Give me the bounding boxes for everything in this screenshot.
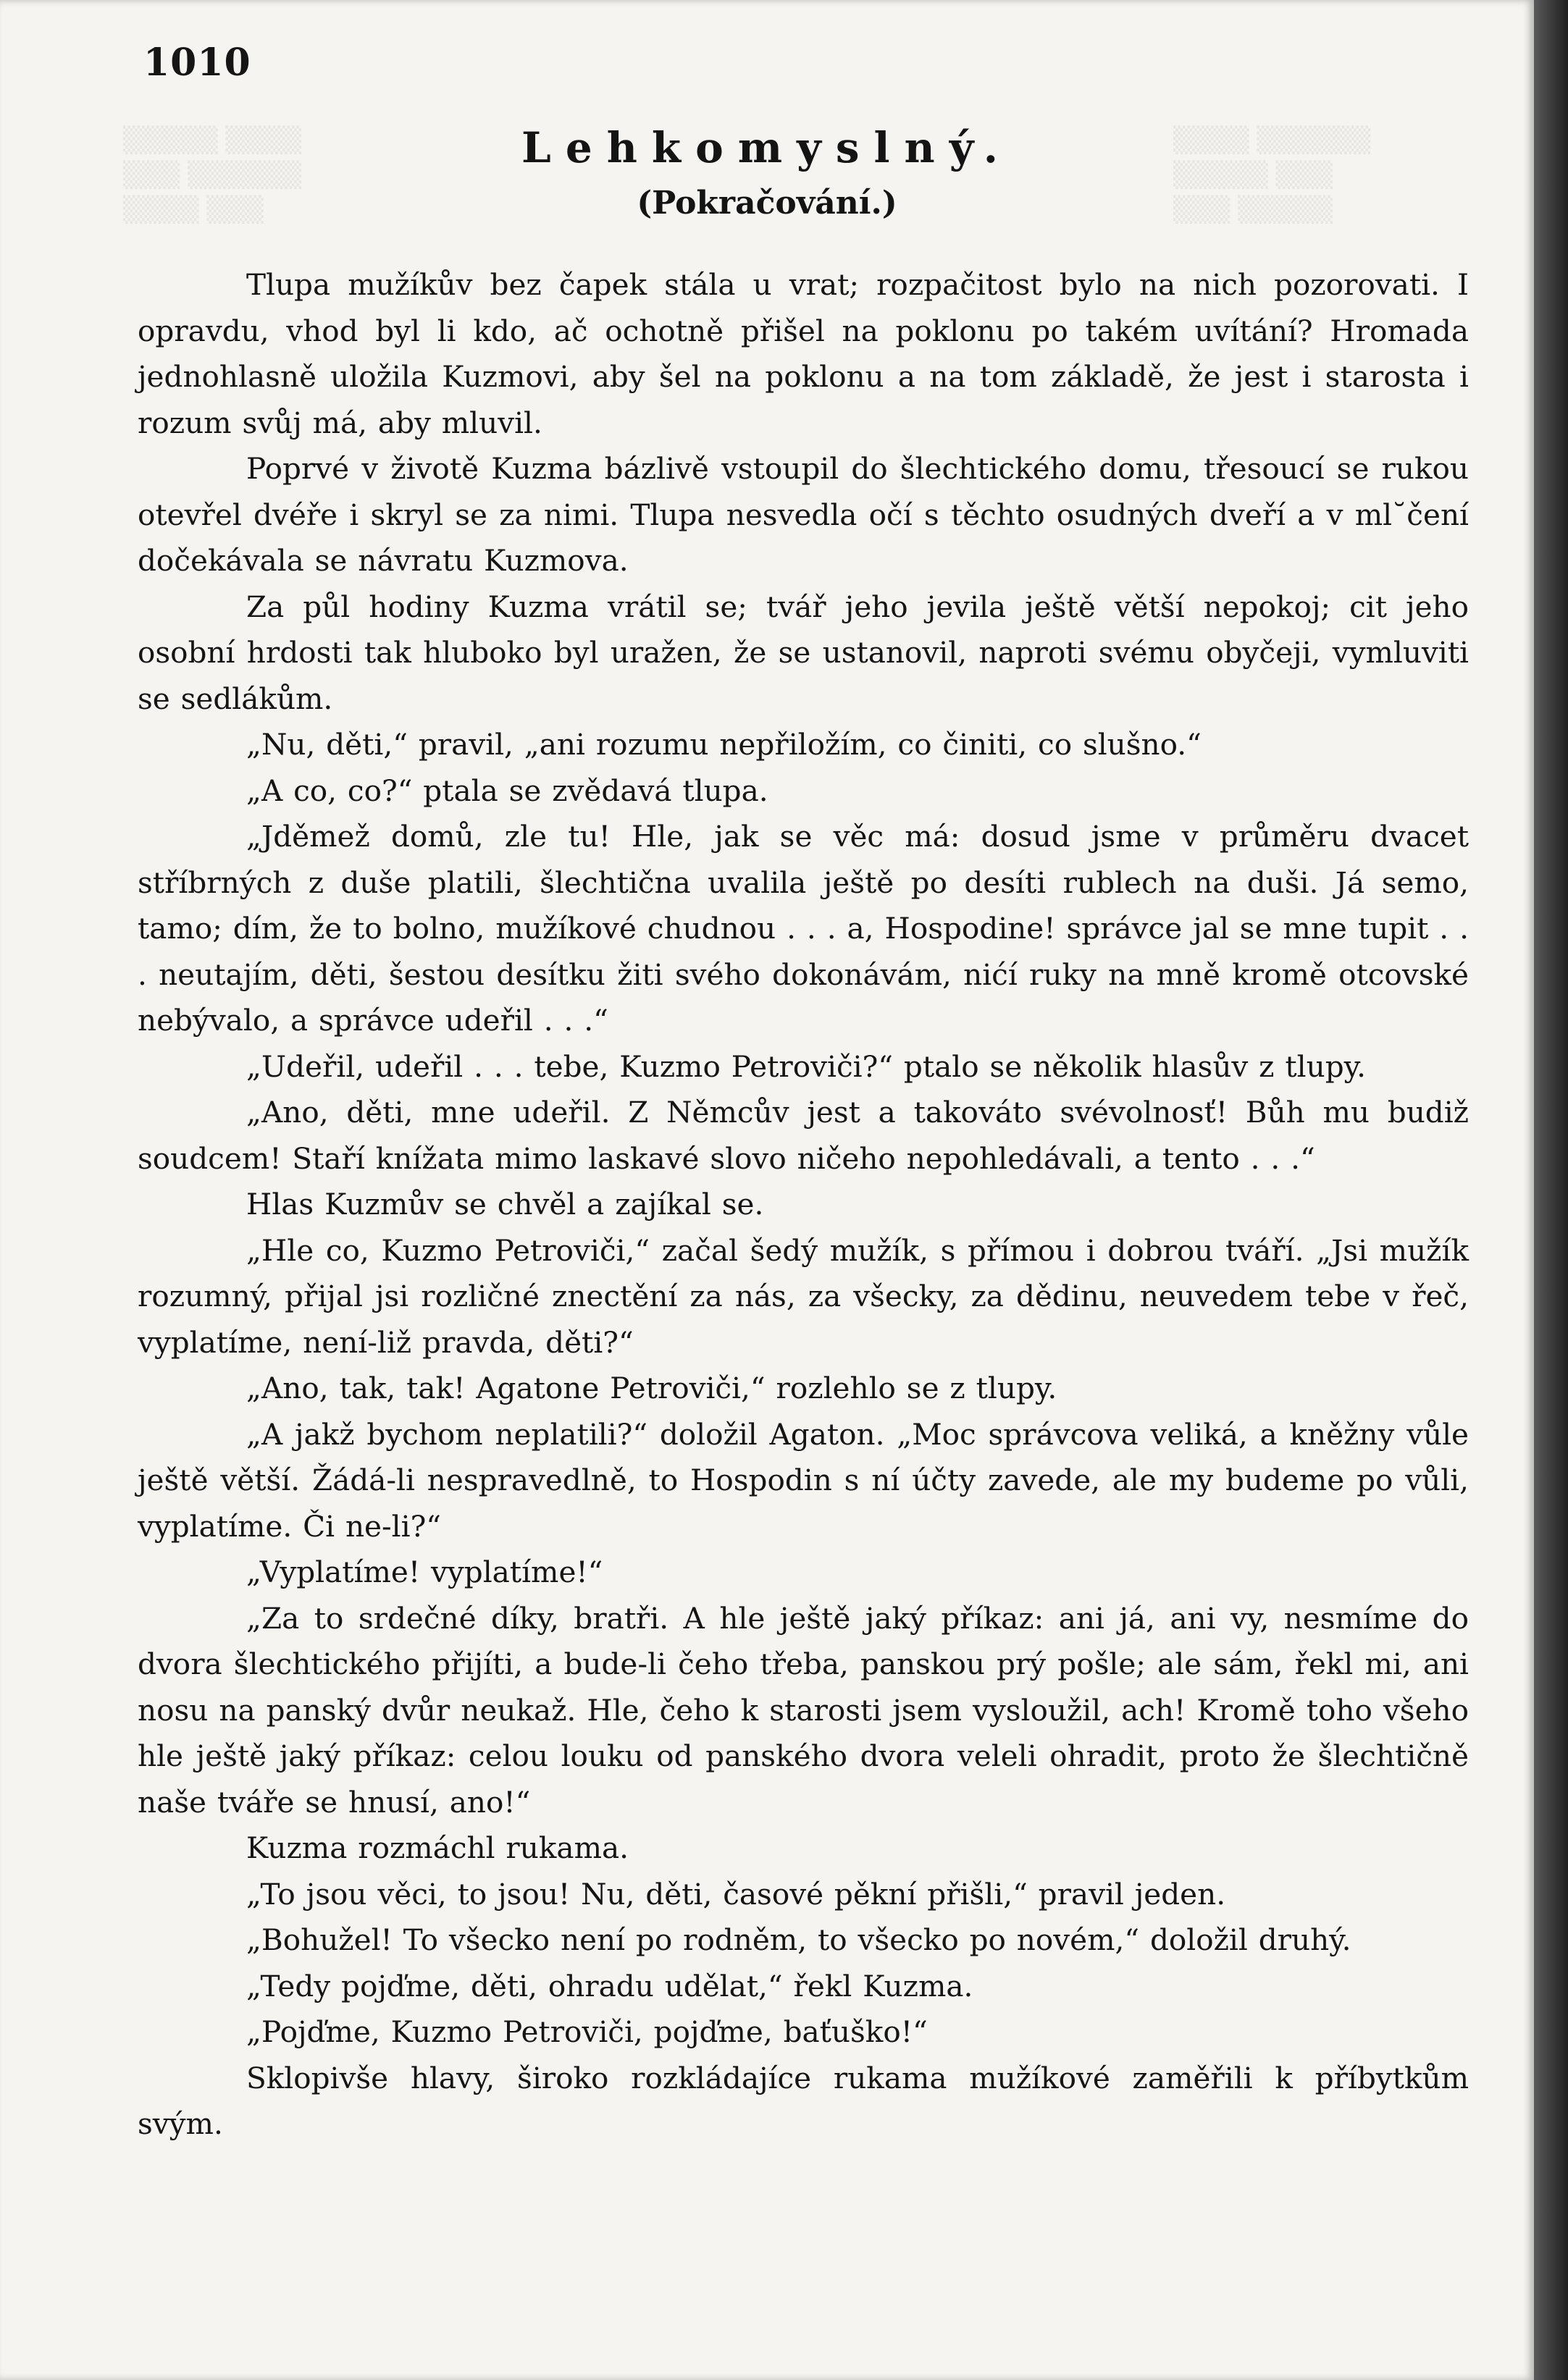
paragraph: „Jděmež domů, zle tu! Hle, jak se věc má: dosud jsme v průměru dvacet stříbrných z duše platili, šlechtična uvalila ještě po desíti rublech na duši. Já semo, tamo; dím, že to bolno, mužíkové chudnou . . . a, Hospodine! správce jal se mne tupit . . . neutajím, děti, šestou desítku žiti svého dokonávám, nićí ruky na mně kromě otcovské nebývalo, a správce udeřil . . .“	[138, 819, 1469, 1038]
paragraph: „Tedy pojďme, děti, ohradu udělat,“ řekl Kuzma.	[246, 1968, 973, 2003]
article-body	[138, 262, 1469, 2148]
paragraph: Sklopivše hlavy, široko rozkládajíce rukama mužíkové zaměřili k příbytkům svým.	[138, 2060, 1469, 2141]
paragraph: Za půl hodiny Kuzma vrátil se; tvář jeho jevila ještě větší nepokoj; cit jeho osobní hrdosti tak hluboko byl uražen, že se ustanovil, naproti svému obyčeji, vymluviti se sedlákům.	[138, 589, 1469, 716]
paragraph: „Pojďme, Kuzmo Petroviči, pojďme, baťuško!“	[246, 2014, 928, 2049]
bleed-through-text: ▒▒▒▒ ▒▒▒▒▒▒ ▒▒▒▒▒ ▒▒▒ ▒▒▒ ▒▒▒▒▒	[1173, 126, 1371, 224]
paragraph: Tlupa mužíkův bez čapek stála u vrat; rozpačitost bylo na nich pozorovati. I opravdu, vhod byl li kdo, ač ochotně přišel na poklonu po takém uvítání? Hromada jednohlasně uložila Kuzmovi, aby šel na poklonu a na tom základě, že jest i starosta i rozum svůj má, aby mluvil.	[138, 267, 1469, 440]
scan-edge-shadow	[1534, 0, 1568, 2380]
paragraph: Poprvé v životě Kuzma bázlivě vstoupil do šlechtického domu, třesoucí se rukou otevřel dvéře i skryl se za nimi. Tlupa nesvedla očí s těchto osudných dveří a v ml˘čení dočekávala se návratu Kuzmova.	[138, 451, 1469, 578]
paragraph: „Vyplatíme! vyplatíme!“	[246, 1555, 603, 1589]
paragraph: „Udeřil, udeřil . . . tebe, Kuzmo Petroviči?“ ptalo se několik hlasův z tlupy.	[246, 1048, 1366, 1084]
paragraph: „A jakž bychom neplatili?“ doložil Agaton. „Moc správcova veliká, a kněžny vůle ještě větší. Žádá-li nespravedlně, to Hospodin s ní účty zavede, ale my budeme po vůli, vyplatíme. Či ne-li?“	[138, 1416, 1469, 1544]
paragraph: Hlas Kuzmův se chvěl a zajíkal se.	[246, 1187, 764, 1221]
page-number: 1010	[143, 41, 251, 85]
paragraph: „Ano, tak, tak! Agatone Petroviči,“ rozlehlo se z tlupy.	[246, 1371, 1057, 1405]
article-title: Lehkomyslný.	[521, 123, 1013, 172]
paragraph: „Nu, děti,“ pravil, „ani rozumu nepřiložím, co činiti, co slušno.“	[246, 727, 1202, 762]
article-subtitle: (Pokračování.)	[637, 185, 897, 222]
paragraph: „Ano, děti, mne udeřil. Z Němcův jest a takováto svévolnosť! Bůh mu budiž soudcem! Staří knížata mimo laskavé slovo ničeho nepohledávali, a tento . . .“	[138, 1095, 1469, 1176]
paragraph: „To jsou věci, to jsou! Nu, děti, časové pěkní přišli,“ pravil jeden.	[246, 1876, 1226, 1912]
paragraph: „Hle co, Kuzmo Petroviči,“ začal šedý mužík, s přímou i dobrou tváří. „Jsi mužík rozumný, přijal jsi rozličné znectění za nás, za všecky, za dědinu, neuvedem tebe v řeč, vyplatíme, není-liž pravda, děti?“	[138, 1232, 1469, 1360]
paragraph: „Bohužel! To všecko není po rodněm, to všecko po novém,“ doložil druhý.	[246, 1922, 1351, 1957]
bleed-through-text: ▒▒▒▒▒ ▒▒▒▒ ▒▒▒ ▒▒▒▒▒▒ ▒▒▒▒ ▒▒▒	[123, 126, 302, 224]
paragraph: Kuzma rozmáchl rukama.	[246, 1830, 629, 1865]
paragraph: „Za to srdečné díky, bratři. A hle ještě jaký příkaz: ani já, ani vy, nesmíme do dvora šlechtického přijíti, a bude-li čeho třeba, panskou prý pošle; ale sám, řekl mi, ani nosu na panský dvůr neukaž. Hle, čeho k starosti jsem vysloužil, ach! Kromě toho všeho hle ještě jaký příkaz: celou louku od panského dvora veleli ohradit, proto že šlechtičně naše tváře se hnusí, ano!“	[138, 1600, 1469, 1820]
paragraph: „A co, co?“ ptala se zvědavá tlupa.	[246, 773, 768, 808]
